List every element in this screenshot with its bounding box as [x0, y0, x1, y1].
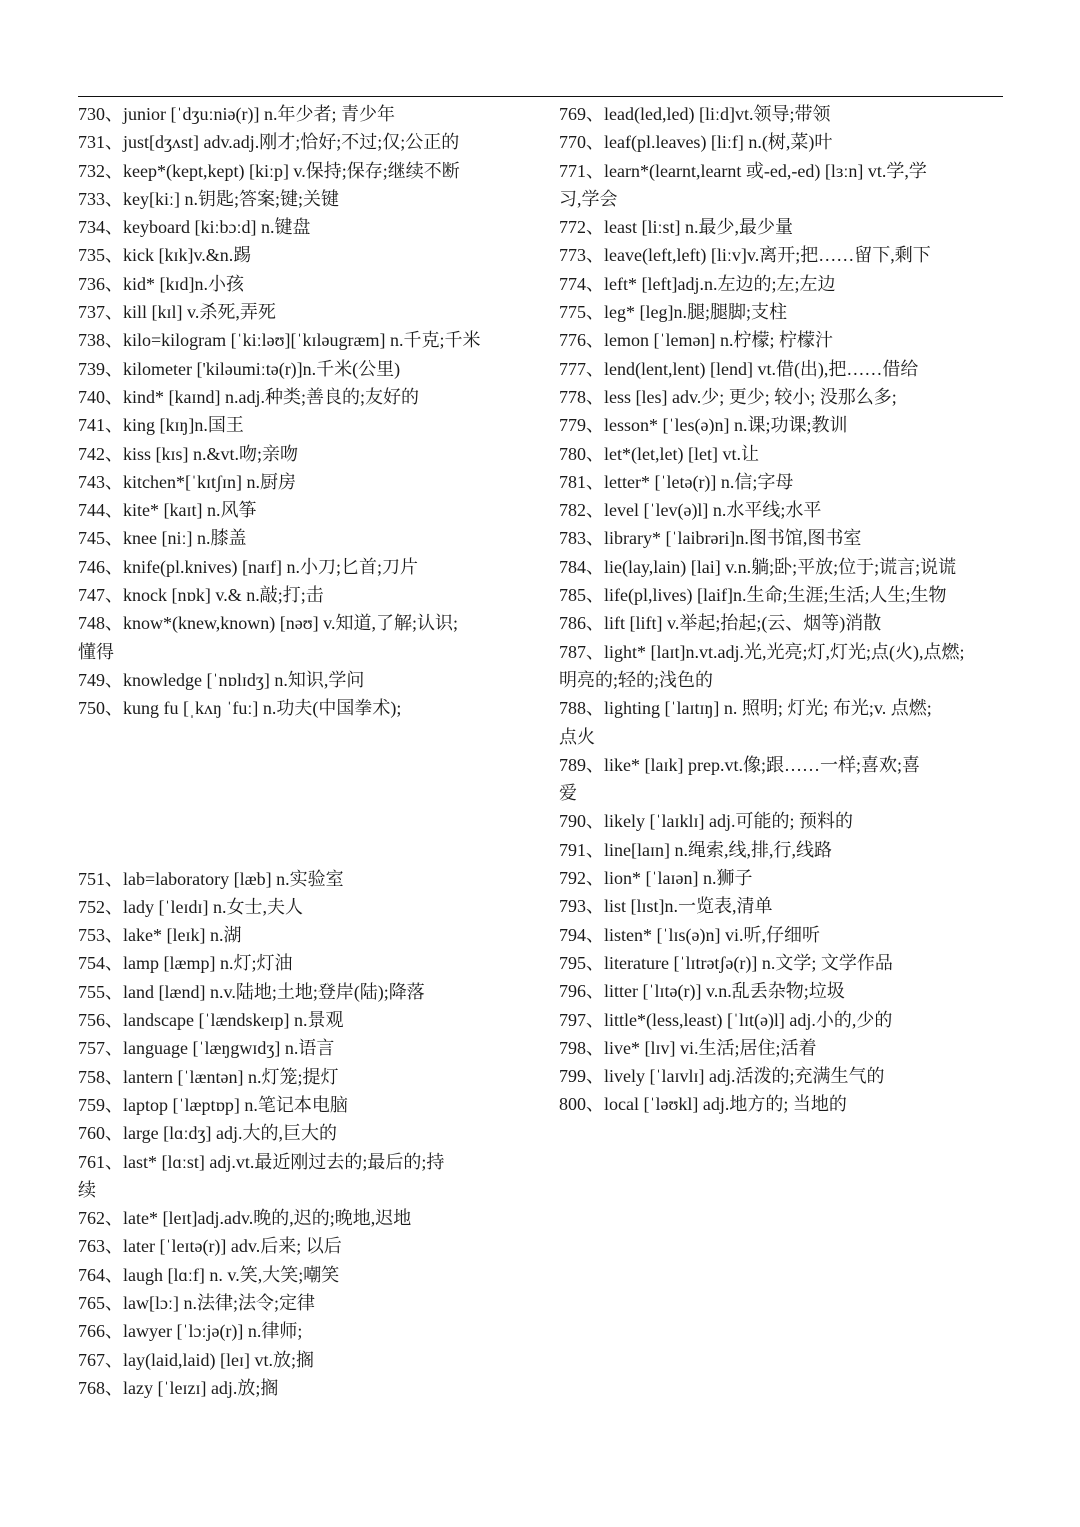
- vocab-entry-line: 782、level [ˈlev(ə)l] n.水平线;水平: [559, 500, 822, 521]
- vocab-entry: [559, 213, 1007, 241]
- vocab-entry: [559, 949, 1007, 977]
- vocab-entry-line: 739、kilometer ['kiləumiːtə(r)]n.千米(公里): [78, 358, 401, 379]
- vocab-entry: [559, 836, 1007, 864]
- vocab-entry-line: 734、keyboard [kiːbɔːd] n.键盘: [78, 217, 311, 238]
- vocab-entry-line: 735、kick [kɪk]v.&n.踢: [78, 245, 252, 266]
- vocab-entry: [78, 157, 533, 185]
- vocab-entry: [559, 1062, 1007, 1090]
- vocab-entry: [559, 383, 1007, 411]
- vocab-entry: [559, 1006, 1007, 1034]
- right-list: [559, 100, 1007, 1119]
- vocab-entry-line: 746、knife(pl.knives) [naɪf] n.小刀;匕首;刀片: [78, 556, 418, 577]
- vocab-entry: [559, 921, 1007, 949]
- vocab-entry: [559, 524, 1007, 552]
- vocab-entry: [78, 1091, 533, 1119]
- vocab-entry-line: 754、lamp [læmp] n.灯;灯油: [78, 953, 293, 974]
- vocab-entry: [78, 1204, 533, 1232]
- vocab-entry: [559, 892, 1007, 920]
- vocab-entry-line: 764、laugh [lɑːf] n. v.笑,大笑;嘲笑: [78, 1264, 340, 1285]
- vocab-entry-line: 744、kite* [kaɪt] n.风筝: [78, 500, 257, 521]
- vocab-entry-line: 797、little*(less,least) [ˈlɪt(ə)l] adj.小的,少的: [559, 1009, 893, 1030]
- vocab-entry: [559, 411, 1007, 439]
- vocab-entry-line: 771、learn*(learnt,learnt 或-ed,-ed) [lɜːn] vt.学,学: [559, 160, 927, 181]
- vocab-entry-line: 789、like* [laɪk] prep.vt.像;跟……一样;喜欢;喜: [559, 754, 920, 775]
- vocab-entry-line: 760、large [lɑːdʒ] adj.大的,巨大的: [78, 1123, 338, 1144]
- vocab-entry: [78, 949, 533, 977]
- vocab-entry-line: 784、lie(lay,lain) [lai] v.n.躺;卧;平放;位于;谎言;说谎: [559, 556, 957, 577]
- vocab-entry-line: 758、lantern [ˈlæntən] n.灯笼;提灯: [78, 1066, 339, 1087]
- vocab-entry-line: 767、lay(laid,laid) [leɪ] vt.放;搁: [78, 1349, 314, 1370]
- vocab-entry-line: 750、kung fu [ˌkʌŋ ˈfuː] n.功夫(中国拳术);: [78, 698, 402, 719]
- vocab-entry: [559, 609, 1007, 637]
- vocab-entry-line: 786、lift [lift] v.举起;抬起;(云、烟等)消散: [559, 613, 882, 634]
- vocab-entry: [559, 157, 1007, 214]
- vocab-entry: [78, 1006, 533, 1034]
- vocab-entry: [78, 1289, 533, 1317]
- vocab-entry: [559, 638, 1007, 695]
- vocab-entry: [78, 609, 533, 666]
- vocab-entry: [559, 751, 1007, 808]
- vocab-entry-line: 785、life(pl,lives) [laif]n.生命;生涯;生活;人生;生物: [559, 585, 947, 606]
- vocab-entry-line: 757、language [ˈlæŋgwɪdʒ] n.语言: [78, 1038, 335, 1059]
- vocab-entry-line: 787、light* [laɪt]n.vt.adj.光,光亮;灯,灯光;点(火),点燃;: [559, 641, 965, 662]
- vocab-entry-line: 769、lead(led,led) [liːd]vt.领导;带领: [559, 104, 831, 124]
- vocab-entry: [78, 553, 533, 581]
- vocab-entry: [78, 978, 533, 1006]
- vocab-entry: [78, 1119, 533, 1147]
- vocab-entry: [78, 524, 533, 552]
- vocab-entry-line: 点火: [559, 726, 595, 747]
- vocab-entry: [559, 355, 1007, 383]
- vocab-entry: [78, 468, 533, 496]
- vocab-entry-line: 793、list [lɪst]n.一览表,清单: [559, 896, 773, 917]
- vocab-entry: [78, 1261, 533, 1289]
- vocab-entry-line: 745、knee [niː] n.膝盖: [78, 528, 247, 549]
- vocab-entry: [78, 893, 533, 921]
- vocab-entry: [559, 496, 1007, 524]
- vocab-entry-line: 766、lawyer [ˈlɔːjə(r)] n.律师;: [78, 1321, 303, 1342]
- vocab-entry-line: 778、less [les] adv.少; 更少; 较小; 没那么多;: [559, 386, 897, 407]
- vocab-entry-line: 763、later [ˈleɪtə(r)] adv.后来; 以后: [78, 1236, 342, 1257]
- vocab-entry: [78, 270, 533, 298]
- vocab-entry-line: 775、leg* [leg]n.腿;腿脚;支柱: [559, 302, 787, 323]
- vocab-entry-line: 790、likely [ˈlaɪklɪ] adj.可能的; 预料的: [559, 811, 853, 832]
- vocab-entry: [78, 1232, 533, 1260]
- vocab-entry-line: 习,学会: [559, 188, 618, 209]
- vocab-entry-line: 795、literature [ˈlɪtrətʃə(r)] n.文学; 文学作品: [559, 952, 893, 973]
- vocab-entry-line: 759、laptop [ˈlæptɒp] n.笔记本电脑: [78, 1094, 348, 1115]
- column-gap: [78, 723, 533, 865]
- vocab-entry: [559, 468, 1007, 496]
- vocab-entry-line: 747、knock [nɒk] v.& n.敲;打;击: [78, 585, 324, 606]
- vocab-entry: [78, 241, 533, 269]
- vocab-entry-line: 777、lend(lent,lent) [lend] vt.借(出),把……借给: [559, 358, 919, 379]
- vocab-entry: [78, 1148, 533, 1205]
- vocab-entry-line: 799、lively [ˈlaɪvlɪ] adj.活泼的;充满生气的: [559, 1066, 885, 1087]
- vocab-entry: [78, 1034, 533, 1062]
- vocab-entry: [78, 411, 533, 439]
- vocab-entry: [78, 1063, 533, 1091]
- vocab-entry: [559, 553, 1007, 581]
- vocab-entry-line: 732、keep*(kept,kept) [kiːp] v.保持;保存;继续不断: [78, 160, 460, 181]
- vocab-entry-line: 736、kid* [kɪd]n.小孩: [78, 273, 244, 294]
- vocab-entry-line: 779、lesson* [ˈles(ə)n] n.课;功课;教训: [559, 415, 848, 436]
- vocab-entry: [78, 213, 533, 241]
- vocab-entry-line: 爱: [559, 783, 577, 804]
- vocab-entry: [559, 128, 1007, 156]
- top-rule: [78, 96, 1003, 97]
- vocab-entry-line: 749、knowledge [ˈnɒlɪdʒ] n.知识,学问: [78, 669, 365, 690]
- vocab-entry: [559, 440, 1007, 468]
- left-bottom-list: [78, 865, 533, 1403]
- vocab-entry: [559, 326, 1007, 354]
- vocab-entry-line: 755、land [lænd] n.v.陆地;土地;登岸(陆);降落: [78, 981, 425, 1002]
- vocab-entry-line: 738、kilo=kilogram [ˈkiːləʊ][ˈkɪləugræm] n.千克;千米: [78, 330, 481, 351]
- vocab-entry-line: 773、leave(left,left) [liːv]v.离开;把……留下,剩下: [559, 245, 931, 266]
- vocab-entry-line: 懂得: [78, 641, 114, 662]
- vocab-entry-line: 748、know*(knew,known) [nəʊ] v.知道,了解;认识;: [78, 613, 458, 634]
- vocab-entry-line: 明亮的;轻的;浅色的: [559, 669, 714, 690]
- vocab-entry: [559, 241, 1007, 269]
- vocab-entry: [78, 694, 533, 722]
- vocab-entry: [78, 128, 533, 156]
- vocab-entry: [78, 383, 533, 411]
- vocab-entry-line: 740、kind* [kaɪnd] n.adj.种类;善良的;友好的: [78, 386, 419, 407]
- vocab-entry: [559, 694, 1007, 751]
- vocab-entry-line: 794、listen* [ˈlɪs(ə)n] vi.听,仔细听: [559, 924, 820, 945]
- vocab-entry: [78, 355, 533, 383]
- vocab-entry-line: 737、kill [kɪl] v.杀死,弄死: [78, 302, 276, 323]
- vocab-entry-line: 752、lady [ˈleɪdɪ] n.女士,夫人: [78, 896, 303, 917]
- vocab-entry: [559, 807, 1007, 835]
- vocab-entry: [78, 581, 533, 609]
- vocab-entry: [559, 100, 1007, 128]
- vocab-entry-line: 731、just[dʒʌst] adv.adj.刚才;恰好;不过;仅;公正的: [78, 132, 460, 153]
- vocab-entry: [559, 270, 1007, 298]
- left-column: [78, 100, 533, 1402]
- vocab-entry-line: 765、law[lɔː] n.法律;法令;定律: [78, 1292, 315, 1313]
- vocab-entry: [559, 864, 1007, 892]
- vocab-entry: [559, 1090, 1007, 1118]
- vocab-entry: [78, 1317, 533, 1345]
- vocab-entry-line: 772、least [liːst] n.最少,最少量: [559, 217, 793, 238]
- vocab-entry: [78, 496, 533, 524]
- vocab-entry-line: 753、lake* [leɪk] n.湖: [78, 925, 242, 946]
- vocab-entry: [78, 298, 533, 326]
- vocab-entry-line: 788、lighting [ˈlaɪtɪŋ] n. 照明; 灯光; 布光;v. 点燃;: [559, 698, 932, 719]
- vocab-entry: [78, 440, 533, 468]
- vocab-entry-line: 762、late* [leɪt]adj.adv.晚的,迟的;晚地,迟地: [78, 1208, 412, 1229]
- vocab-entry-line: 761、last* [lɑːst] adj.vt.最近刚过去的;最后的;持: [78, 1151, 445, 1172]
- vocab-entry: [78, 100, 533, 128]
- vocab-entry-line: 800、local [ˈləʊkl] adj.地方的; 当地的: [559, 1094, 847, 1115]
- vocab-entry-line: 798、live* [lɪv] vi.生活;居住;活着: [559, 1037, 817, 1058]
- vocab-entry-line: 776、lemon [ˈlemən] n.柠檬; 柠檬汁: [559, 330, 833, 351]
- vocab-entry: [559, 1034, 1007, 1062]
- vocab-entry: [559, 581, 1007, 609]
- vocab-entry-line: 768、lazy [ˈleɪzɪ] adj.放;搁: [78, 1377, 279, 1398]
- vocab-entry-line: 791、line[laɪn] n.绳索,线,排,行,线路: [559, 839, 832, 860]
- vocab-entry-line: 742、kiss [kɪs] n.&vt.吻;亲吻: [78, 443, 299, 464]
- left-top-list: [78, 100, 533, 723]
- right-column: [559, 100, 1007, 1119]
- vocab-entry: [78, 666, 533, 694]
- vocab-entry: [559, 977, 1007, 1005]
- vocab-entry-line: 743、kitchen*[ˈkɪtʃɪn] n.厨房: [78, 471, 296, 492]
- vocab-entry-line: 783、library* [ˈlaibrəri]n.图书馆,图书室: [559, 528, 862, 549]
- vocab-entry-line: 741、king [kɪŋ]n.国王: [78, 415, 244, 436]
- vocab-entry-line: 780、let*(let,let) [let] vt.让: [559, 443, 759, 464]
- vocab-entry-line: 781、letter* [ˈletə(r)] n.信;字母: [559, 471, 794, 492]
- vocab-entry: [78, 1374, 533, 1402]
- vocab-entry-line: 792、lion* [ˈlaɪən] n.狮子: [559, 868, 753, 889]
- vocab-entry-line: 756、landscape [ˈlændskeɪp] n.景观: [78, 1010, 344, 1031]
- vocab-entry: [559, 298, 1007, 326]
- vocab-entry-line: 751、lab=laboratory [læb] n.实验室: [78, 868, 344, 889]
- vocab-entry: [78, 326, 533, 354]
- vocab-entry-line: 774、left* [left]adj.n.左边的;左;左边: [559, 273, 836, 294]
- vocab-entry-line: 730、junior [ˈdʒuːniə(r)] n.年少者; 青少年: [78, 104, 395, 124]
- vocab-entry-line: 续: [78, 1179, 96, 1200]
- vocab-entry: [78, 185, 533, 213]
- vocab-entry: [78, 1346, 533, 1374]
- vocab-entry: [78, 865, 533, 893]
- vocab-entry-line: 796、litter [ˈlɪtə(r)] v.n.乱丢杂物;垃圾: [559, 981, 845, 1002]
- vocab-entry-line: 733、key[kiː] n.钥匙;答案;键;关键: [78, 188, 339, 209]
- vocab-entry-line: 770、leaf(pl.leaves) [liːf] n.(树,菜)叶: [559, 132, 833, 153]
- vocab-entry: [78, 921, 533, 949]
